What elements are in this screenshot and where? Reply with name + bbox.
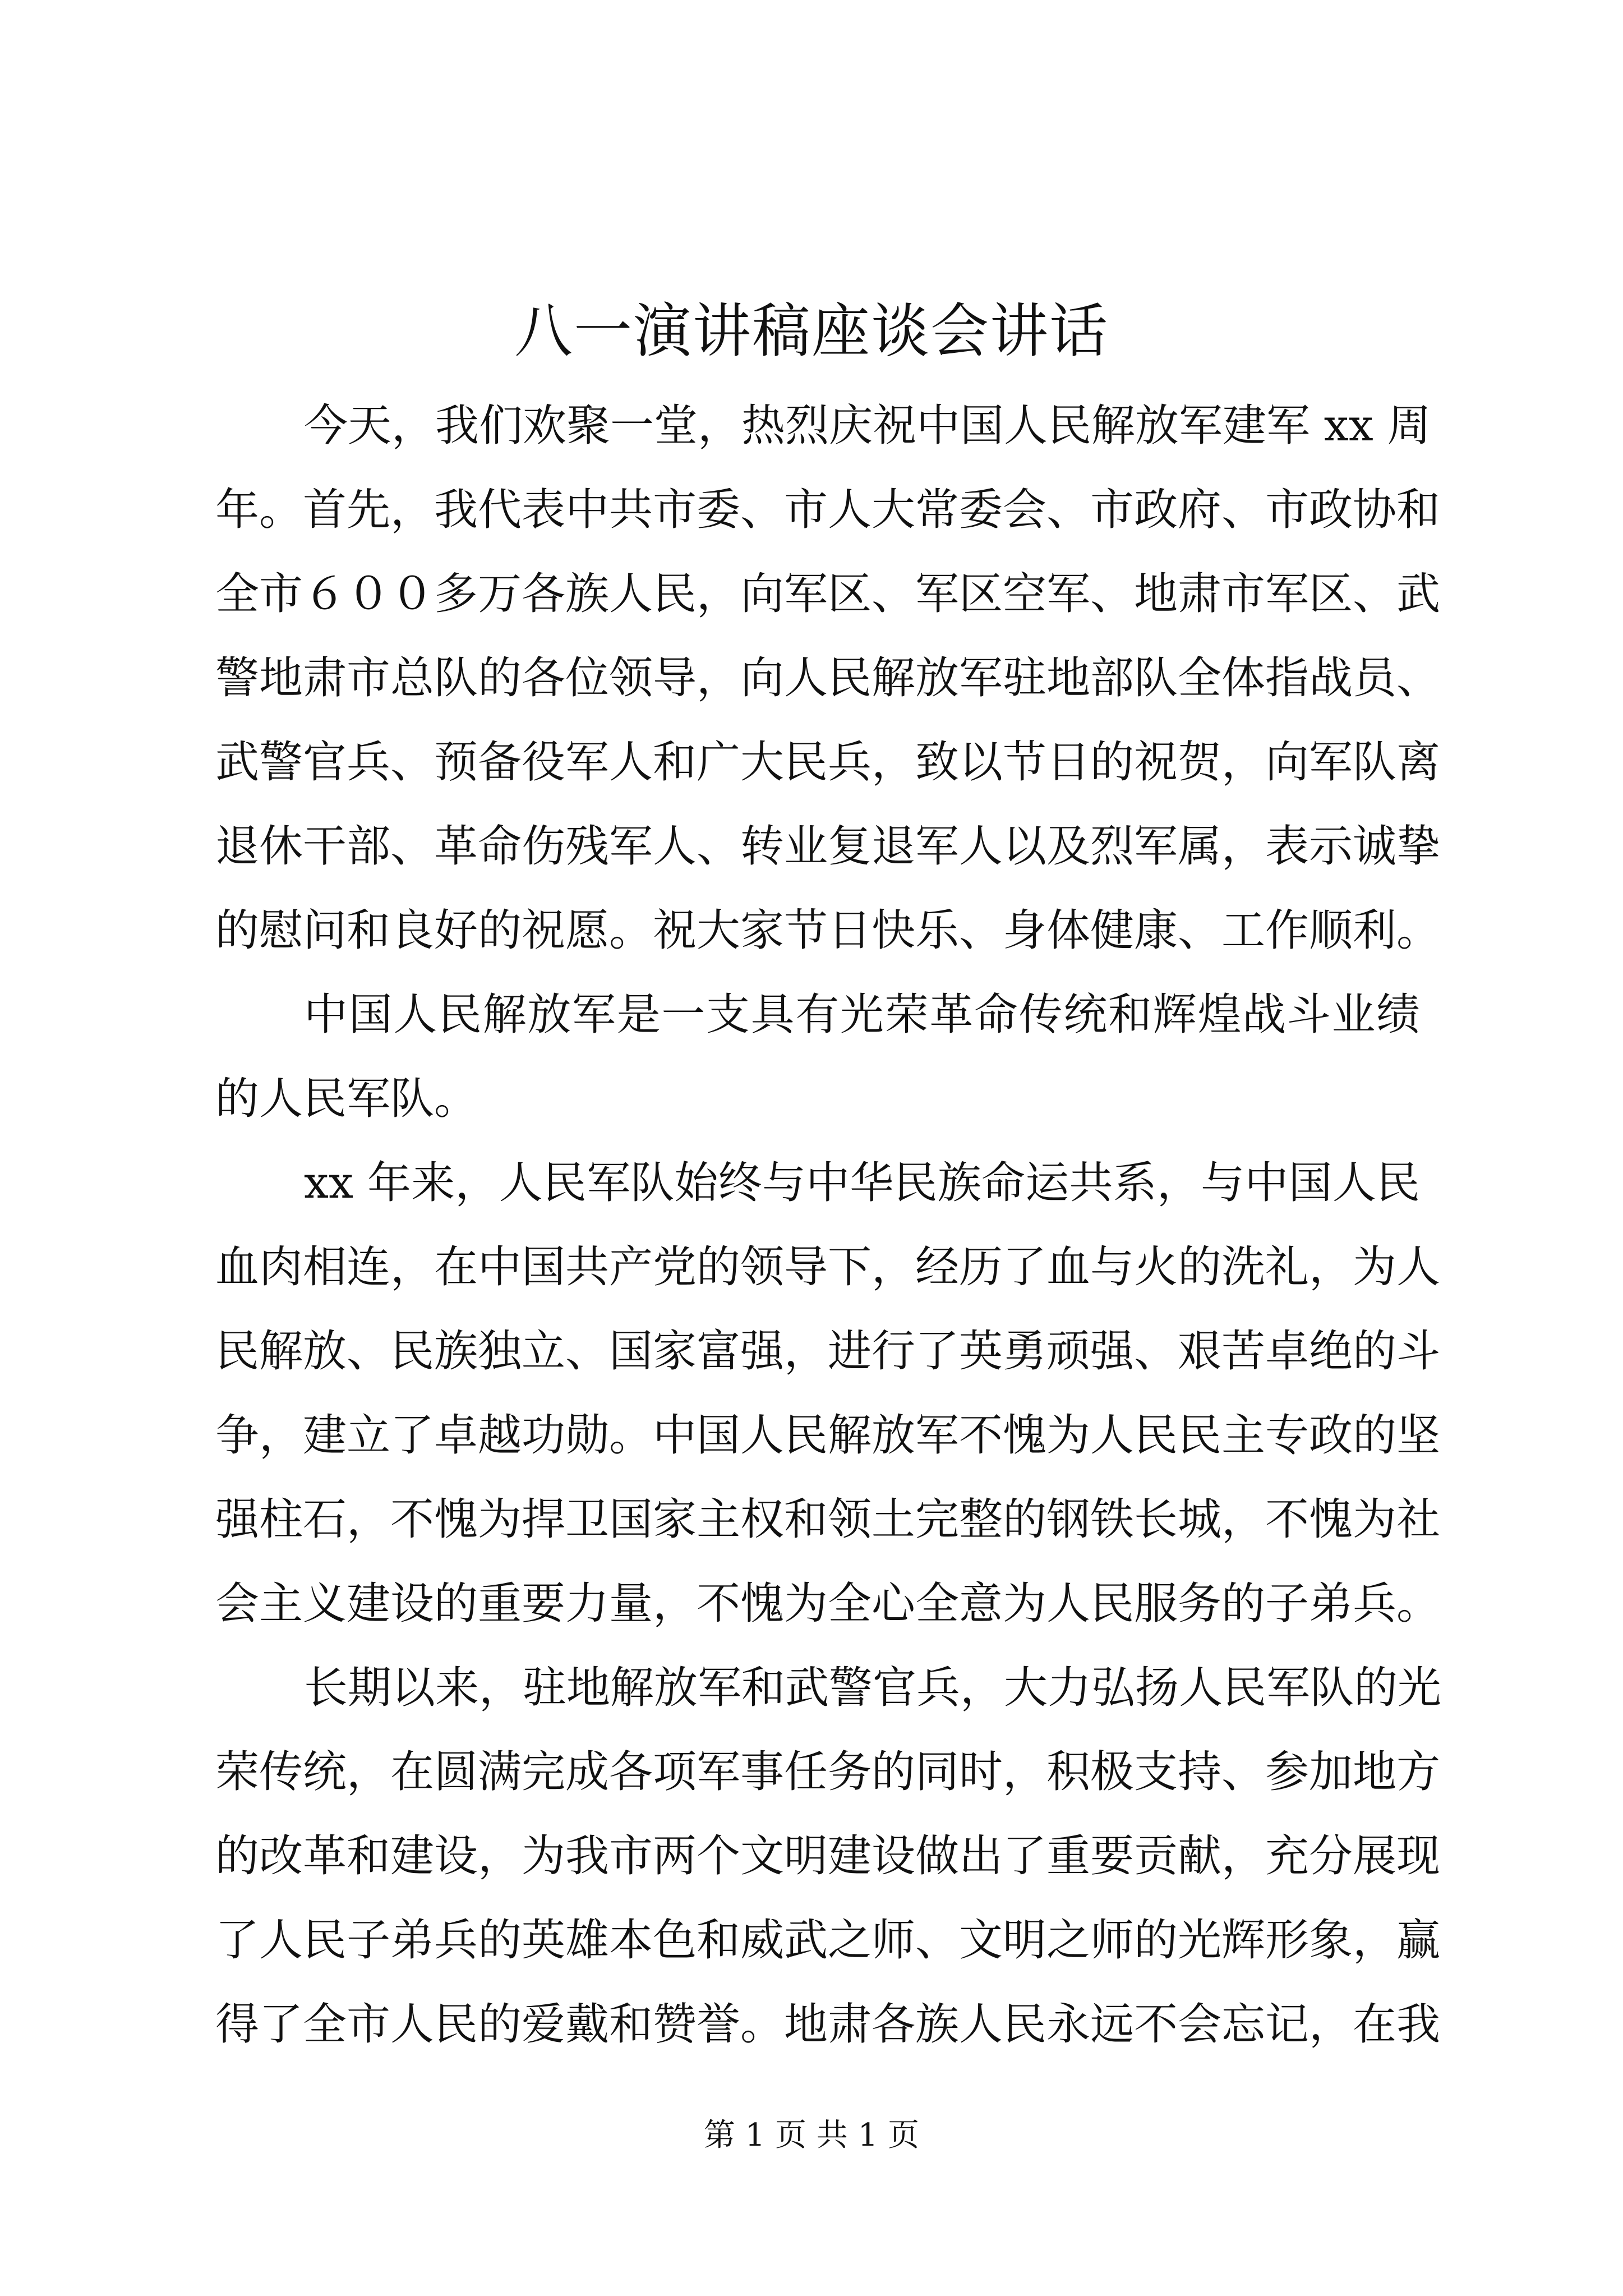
- paragraph-line: 长期以来，驻地解放军和武警官兵，大力弘扬人民军队的光: [304, 1663, 1442, 1713]
- paragraph-line: 退休干部、革命伤残军人、转业复退军人以及烈军属，表示诚挚: [215, 821, 1441, 872]
- paragraph-line: 了人民子弟兵的英雄本色和威武之师、文明之师的光辉形象，赢: [215, 1915, 1441, 1966]
- paragraph-line: 争，建立了卓越功勋。中国人民解放军不愧为人民民主专政的坚: [215, 1410, 1441, 1461]
- paragraph-line: 荣传统，在圆满完成各项军事任务的同时，积极支持、参加地方: [215, 1747, 1441, 1797]
- paragraph-line: 民解放、民族独立、国家富强，进行了英勇顽强、艰苦卓绝的斗: [215, 1326, 1441, 1377]
- paragraph-line: 强柱石，不愧为捍卫国家主权和领土完整的钢铁长城，不愧为社: [215, 1494, 1441, 1545]
- paragraph-line: 得了全市人民的爱戴和赞誉。地肃各族人民永远不会忘记，在我: [215, 1999, 1441, 2050]
- paragraph-line: 今天，我们欢聚一堂，热烈庆祝中国人民解放军建军 xx 周: [304, 401, 1431, 451]
- document-title: 八一演讲稿座谈会讲话: [514, 297, 1109, 365]
- paragraph-line: 血肉相连，在中国共产党的领导下，经历了血与火的洗礼，为人: [215, 1242, 1441, 1292]
- document-body: [215, 384, 1442, 2067]
- paragraph-line: 的慰问和良好的祝愿。祝大家节日快乐、身体健康、工作顺利。: [215, 905, 1441, 956]
- page-number-footer: 第 1 页 共 1 页: [703, 2117, 920, 2154]
- paragraph-line: 武警官兵、预备役军人和广大民兵，致以节日的祝贺，向军队离: [215, 737, 1441, 788]
- paragraph-line: xx 年来，人民军队始终与中华民族命运共系，与中国人民: [304, 1158, 1420, 1208]
- paragraph-line: 全市６００多万各族人民，向军区、军区空军、地肃市军区、武: [215, 569, 1441, 619]
- paragraph-line: 的人民军队。: [215, 1074, 478, 1124]
- paragraph-line: 中国人民解放军是一支具有光荣革命传统和辉煌战斗业绩: [304, 990, 1420, 1040]
- paragraph-line: 会主义建设的重要力量，不愧为全心全意为人民服务的子弟兵。: [215, 1579, 1441, 1629]
- paragraph-line: 年。首先，我代表中共市委、市人大常委会、市政府、市政协和: [215, 485, 1441, 535]
- paragraph-line: 警地肃市总队的各位领导，向人民解放军驻地部队全体指战员、: [215, 653, 1441, 703]
- paragraph-line: 的改革和建设，为我市两个文明建设做出了重要贡献，充分展现: [215, 1831, 1441, 1881]
